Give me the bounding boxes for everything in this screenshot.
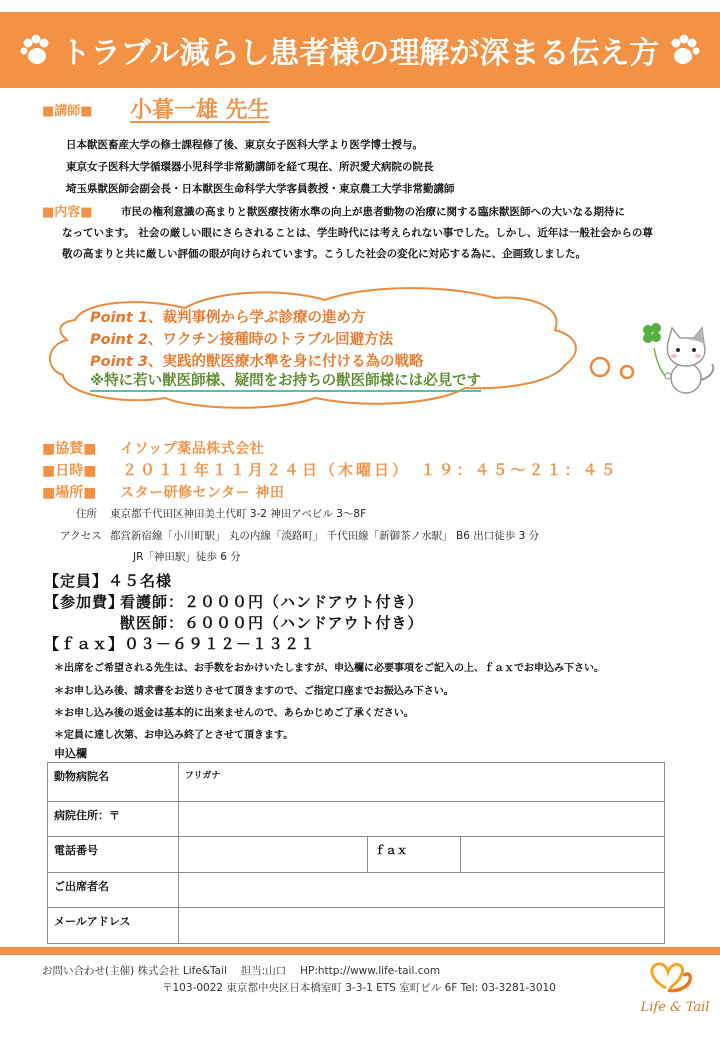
content-line: なっています。 社会の厳しい眼にさらされることは、学生時代には考えられない事でした。しかし、近年は一般社会からの尊 xyxy=(62,227,653,239)
lecturer-bio-line: 東京女子医科大学循環器小児科学非常勤講師を経て現在、所沢愛犬病院の院長 xyxy=(66,161,434,173)
cat-with-clover-icon xyxy=(638,318,720,398)
application-form xyxy=(47,762,665,944)
access-directions-jr: JR「神田駅」徒歩 6 分 xyxy=(133,551,241,563)
paw-icon xyxy=(667,33,701,67)
lecturer-bio-line: 日本獣医畜産大学の修士課程修了後、東京女子医科大学より医学博士授与。 xyxy=(66,139,423,151)
lecturer-name: 小暮一雄 先生 xyxy=(130,98,270,123)
lecturer-label: ■講師■ xyxy=(42,104,93,119)
recommendation-note: ※特に若い獣医師様、疑問をお持ちの獣医師様には必見です xyxy=(90,372,481,392)
access-label: アクセス xyxy=(60,530,102,542)
date-label: ■日時■ xyxy=(42,463,97,479)
content-line: 市民の権利意識の高まりと獣医療技術水準の向上が患者動物の治療に関する臨床獣医師への大いなる期待に xyxy=(121,206,625,218)
page-title: トラブル減らし患者様の理解が深まる伝え方 xyxy=(60,36,660,71)
paw-icon xyxy=(19,33,53,67)
hospital-address-field[interactable] xyxy=(178,802,664,837)
email-field[interactable] xyxy=(178,908,664,944)
fax-field[interactable] xyxy=(461,837,665,873)
fee-vet: 獣医師：６０００円（ハンドアウト付き） xyxy=(120,614,424,632)
hospital-name-field[interactable] xyxy=(178,763,664,802)
hospital-address-label: 病院住所：〒 xyxy=(48,802,179,837)
notice-line: ＊お申し込み後の返金は基本的に出来ませんので、あらかじめご了承ください。 xyxy=(54,708,414,719)
address-label: 住所 xyxy=(76,508,97,520)
fee-label: 【参加費】 xyxy=(44,593,125,611)
logo-text: Life & Tail xyxy=(640,1000,710,1015)
venue-address: 東京都千代田区神田美土代町 3-2 神田アベビル 3～8F xyxy=(110,508,367,520)
lecturer-bio-line: 埼玉県獣医師会副会長・日本獣医生命科学大学客員教授・東京農工大学非常勤講師 xyxy=(66,183,455,195)
notice-line: ＊出席をご希望される先生は、お手数をおかけいたしますが、申込欄に必要事項をご記入の上、ｆａｘでお申込み下さい。 xyxy=(54,663,604,674)
phone-label: 電話番号 xyxy=(48,837,179,873)
capacity: 【定員】４５名様 xyxy=(44,572,173,590)
access-directions: 都営新宿線「小川町駅」 丸の内線「淡路町」 千代田線「新御茶ノ水駅」 B6 出口徒歩 3 分 xyxy=(110,530,540,542)
notice-line: ＊定員に達し次第、お申込み終了とさせて頂きます。 xyxy=(54,730,294,741)
notice-line: ＊お申し込み後、請求書をお送りさせて頂きますので、ご指定口座までお振込み下さい。 xyxy=(54,686,454,697)
email-label: メールアドレス xyxy=(48,908,179,944)
venue-name: スター研修センター 神田 xyxy=(120,485,285,501)
point-item: Point 3、実践的獣医療水準を身に付ける為の戦略 xyxy=(90,354,424,370)
attendee-label: ご出席者名 xyxy=(48,873,179,908)
content-label: ■内容■ xyxy=(42,205,93,220)
sponsor-name: イソップ薬品株式会社 xyxy=(120,441,265,457)
furigana-label: フリガナ xyxy=(184,771,221,781)
content-line: 敬の高まりと共に厳しい評価の眼が向けられています。こうした社会の変化に対応する為に、企画致しました。 xyxy=(62,248,587,260)
heart-logo-icon xyxy=(636,958,714,1000)
company-logo xyxy=(636,958,714,1024)
phone-field[interactable] xyxy=(178,837,368,873)
point-item: Point 2、ワクチン接種時のトラブル回避方法 xyxy=(90,332,394,348)
hospital-name-label: 動物病院名 xyxy=(48,763,179,802)
footer-divider xyxy=(0,947,720,955)
application-form-title: 申込欄 xyxy=(54,747,87,760)
point-item: Point 1、裁判事例から学ぶ診療の進め方 xyxy=(90,310,366,326)
attendee-field[interactable] xyxy=(178,873,664,908)
fee-nurse: 看護師：２０００円（ハンドアウト付き） xyxy=(120,593,424,611)
event-date: ２０１１年１１月２４日（木曜日） １９：４５～２１：４５ xyxy=(122,461,619,479)
footer-address: 〒103-0022 東京都中央区日本橋室町 3-3-1 ETS 室町ビル 6F Tel: 03-3281-3010 xyxy=(162,982,556,994)
footer-contact: お問い合わせ(主催) 株式会社 Life&Tail 担当:山口 HP:http://www.life-tail.com xyxy=(42,965,441,977)
fax-label: ｆａｘ xyxy=(368,837,461,873)
sponsor-label: ■協賛■ xyxy=(42,441,97,457)
venue-label: ■場所■ xyxy=(42,485,97,501)
fax-number: 【ｆａｘ】０３－６９１２－１３２１ xyxy=(44,635,317,653)
title-banner xyxy=(0,12,720,88)
points-cloud xyxy=(45,280,645,420)
